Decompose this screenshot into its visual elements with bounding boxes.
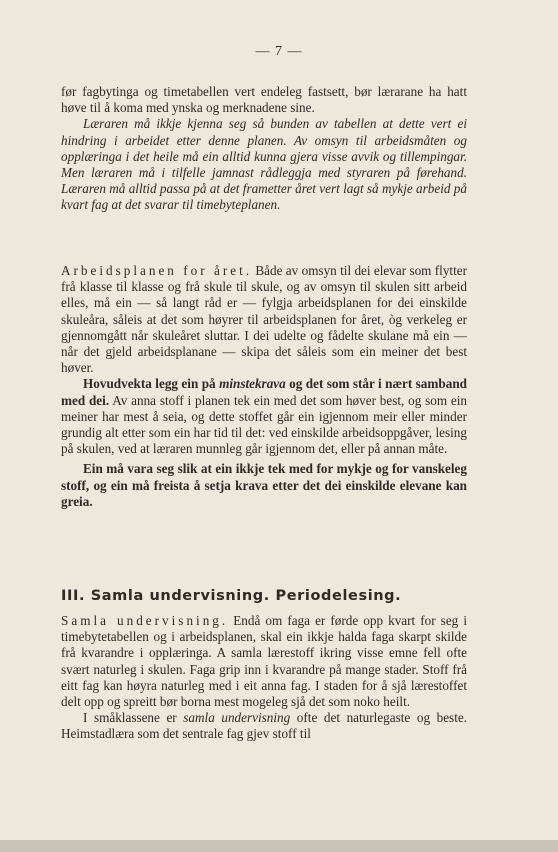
section-heading: III. Samla undervisning. Periodelesing. — [61, 588, 402, 604]
section-combined-teaching — [61, 588, 467, 743]
paragraph-italic: Læraren må ikkje kjenna seg så bunden av tabellen at dette vert ei hindring i arbeidet etter denne planen. Av omsyn til arbeidsmåten og opplæringa i det heile må ein alltid kunna gjera visse avvik og tillempingar. Men læraren må i tilfelle jamnast rådleggja med styraren på førehand. Læraren må alltid passa på at det frametter året vert lagt så mykje arbeid på kvart fag at det svarar til timebyteplanen. — [61, 116, 467, 213]
emphasis: minstekrava — [219, 376, 286, 392]
paragraph: Samla undervisning. Endå om faga er førde opp kvart for seg i timebytetabellen og i arbeidsplanen, skal ein ikkje halda faga skarpt skilde frå kvarandre i opplæringa. A samla lærestoff ikring visse emne fell ofte svært naturleg i skulen. Faga grip inn i kvarandre på mange stader. Stoff frå eitt fag kan høyra naturleg med i eit anna fag. I staden for å sjå lærestoffet delt opp og spreitt bør borna mest mogeleg sjå det som noko heilt. — [61, 613, 467, 710]
lead-term: Samla undervisning. — [61, 613, 229, 628]
lead-term: Arbeidsplanen for året. — [61, 263, 253, 278]
section-timetable — [61, 84, 467, 214]
page-number: — 7 — — [255, 44, 303, 59]
section-work-plan — [61, 263, 467, 510]
emphasis: samla undervisning — [183, 710, 291, 726]
paragraph: Hovudvekta legg ein på minstekrava og det som står i nært samband med dei. Av anna stoff i planen tek ein med det som høver best, og som ein meiner har mest å seia, og dette stoffet går ein igjennom meir eller minder grundig alt etter som ein har tid til det: ved einskilde arbeidsoppgåver, lesing på skulen, ved at læraren munnleg går igjennom det, eller på annan måte. — [61, 376, 467, 457]
paragraph: før fagbytinga og timetabellen vert endeleg fastsett, bør lærarane ha hatt høve til å koma med ynska og merknadene sine. — [61, 84, 467, 116]
paragraph: I småklassene er samla undervisning ofte det naturlegaste og beste. Heimstadlæra som det sentrale fag gjev stoff til — [61, 710, 468, 742]
paragraph-bold: Ein må vara seg slik at ein ikkje tek med for mykje og for vanskeleg stoff, og ein må freista å setja krava etter det dei einskilde elevane kan greia. — [61, 461, 467, 509]
paragraph: Arbeidsplanen for året. Både av omsyn til dei elevar som flytter frå klasse til klasse og frå skule til skule, og av omsyn til skulen sitt arbeid elles, må ein — så langt råd er — fylgja arbeidsplanen for dei einskilde skuleåra, såleis at det som høyrer til arbeidsplanen for året, òg verkeleg er gjennomgått når skuleåret sluttar. I dei udelte og fådelte skulane må ein — når det gjeld arbeidsplanane — skipa det såleis som ein meiner det best høver. — [61, 263, 467, 376]
bottom-edge-strip — [0, 840, 558, 852]
